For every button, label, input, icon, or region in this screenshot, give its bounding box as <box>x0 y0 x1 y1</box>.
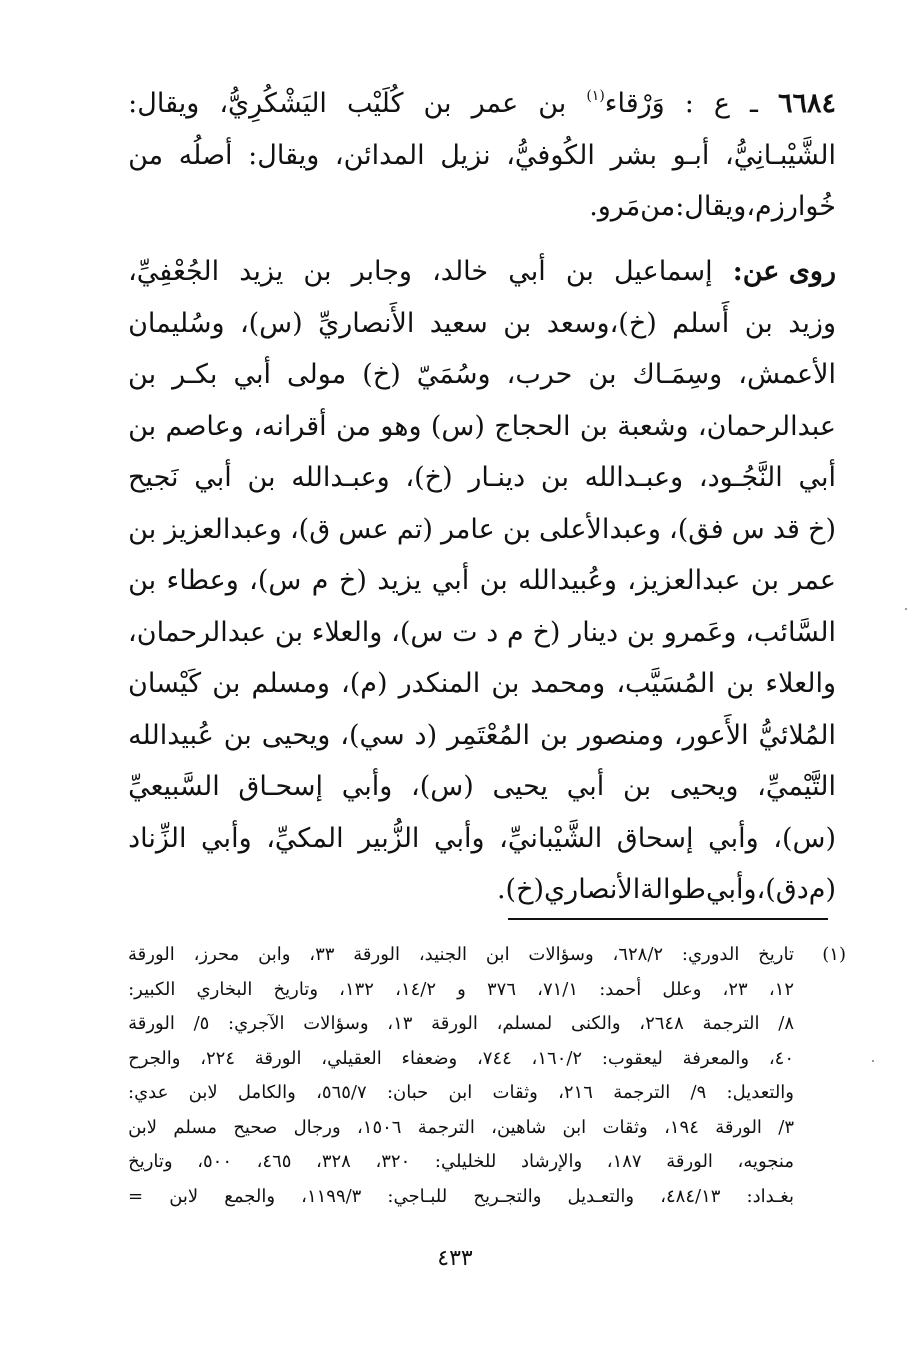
word: للبـاجي: <box>387 1185 448 1207</box>
word: (م)، <box>341 668 388 699</box>
word: وابن <box>258 944 291 965</box>
word: ٥/ <box>193 1013 210 1034</box>
word: بن <box>128 410 157 442</box>
word: الورقة <box>254 1047 302 1069</box>
narration-line <box>128 349 836 401</box>
page-number: ٤٣٣ <box>437 1246 473 1271</box>
word: د <box>796 874 809 905</box>
footnote-separator <box>508 918 828 920</box>
footnote-line <box>128 1180 846 1215</box>
word: وعبدالأعلى <box>538 513 661 545</box>
word: عبدالعزيز، <box>627 565 741 596</box>
word: عبدالرحمان، <box>128 616 267 648</box>
word: بن <box>128 359 157 390</box>
word: وسؤالات <box>528 944 594 965</box>
word: المُعْتَمِر <box>447 719 531 751</box>
word: ٧٤٤، <box>476 1047 512 1069</box>
footnote-line <box>128 973 846 1008</box>
word: ورجال <box>293 1116 341 1138</box>
word: الزِّناد <box>128 822 187 854</box>
word: الأَنصاريِّ <box>318 307 415 339</box>
word: ١٥٠٦، <box>356 1116 402 1138</box>
word: (م <box>808 874 836 905</box>
word: ق)، <box>756 874 797 905</box>
word: صحيح <box>233 1116 278 1138</box>
word: المنكدر <box>398 668 481 699</box>
word: والجرح <box>128 1047 181 1069</box>
word: الشَّيْبانيِّ، <box>499 822 603 854</box>
word: البخاري <box>196 978 253 1000</box>
word: النَّجُـود، <box>698 462 783 493</box>
word: أبي <box>566 771 605 802</box>
narration-line <box>128 710 836 762</box>
narration-line <box>128 401 836 453</box>
word: وعطاء <box>166 565 239 596</box>
word: ٣٧٦ <box>487 978 517 1000</box>
speck <box>905 608 907 610</box>
entry-line-3 <box>128 181 836 233</box>
footnote-line <box>128 1007 846 1042</box>
word: أصلُه <box>178 139 233 171</box>
word: إسحاق <box>616 822 694 854</box>
word: = <box>128 1185 144 1207</box>
word: بن <box>223 719 252 751</box>
word: من <box>128 139 164 171</box>
narration-line <box>128 555 836 607</box>
word: س <box>731 513 765 545</box>
word: وثقات <box>492 1082 538 1103</box>
word: والتعـديل <box>567 1185 635 1207</box>
word: بشر <box>610 139 657 171</box>
narration-line <box>128 864 836 916</box>
speck <box>872 1060 874 1062</box>
word: والعلاء <box>765 668 836 699</box>
word: وسُليمان <box>128 307 225 339</box>
word: مَرو. <box>589 191 641 222</box>
word: بن <box>726 668 755 699</box>
word: لابن <box>169 1185 199 1207</box>
word: وأبي <box>201 822 252 854</box>
word: عبدالرحمان، <box>697 410 836 442</box>
word: ٩/ <box>690 1082 707 1103</box>
word: وعُبيدالله <box>518 565 617 596</box>
word: وسؤالات <box>303 1013 369 1034</box>
word: وأبي <box>705 874 757 905</box>
word: ٤٠، <box>768 1047 794 1069</box>
word: ٥٠٠، <box>197 1151 233 1172</box>
word: ٣٢٠، <box>375 1151 411 1172</box>
word: ١٢، <box>768 978 794 1000</box>
word: (خ) <box>362 359 401 390</box>
footnote-line <box>128 1111 846 1146</box>
word: الأَعور، <box>673 719 749 751</box>
word: والإرشاد <box>520 1151 583 1172</box>
word: وسِمَـاك <box>632 359 723 390</box>
word: بن <box>274 616 303 648</box>
word: ١٣٢، <box>339 978 374 1000</box>
word: الآجري: <box>228 1013 285 1034</box>
word: (خ <box>338 565 367 596</box>
word: (س)، <box>239 307 303 339</box>
footnote-line <box>128 938 846 973</box>
word: (س)، <box>773 822 836 854</box>
word: يحيى <box>492 771 549 802</box>
word: الترجمة <box>702 1013 760 1034</box>
word: لابن <box>128 1116 158 1138</box>
word: محرز، <box>193 944 240 965</box>
word: وهو <box>380 410 422 442</box>
word: ومحمد <box>530 668 606 699</box>
word: ٤٦٥، <box>256 1151 292 1172</box>
word: ابن <box>448 1082 473 1103</box>
word: ٦٢٨/٢، <box>612 944 664 965</box>
word: للخليلي: <box>434 1151 497 1172</box>
word: ١١٩٩/٣، <box>301 1185 362 1207</box>
word: ٣٢٨، <box>316 1151 351 1172</box>
word: بن <box>247 462 276 493</box>
narration-line <box>128 813 836 865</box>
word: لمسلم، <box>496 1013 553 1034</box>
word: مولى <box>287 359 347 390</box>
word: عامر <box>441 513 495 545</box>
word: وتاريخ <box>128 1151 173 1172</box>
footnote-line <box>128 1145 846 1180</box>
word: ق)، <box>289 513 331 545</box>
word: تاريخ <box>758 944 794 965</box>
word: أَسلم <box>672 307 730 339</box>
word: ٣/ <box>778 1116 794 1138</box>
word: (تم <box>396 513 433 545</box>
word: من <box>335 410 371 442</box>
word: (خ). <box>496 874 545 905</box>
word: ٢١٦، <box>558 1082 593 1103</box>
word: م <box>311 565 329 596</box>
word: ١٦٠/٢، <box>531 1047 583 1069</box>
word: أقرانه، <box>253 410 327 442</box>
word: (خ)،وسعد <box>546 307 657 339</box>
word: الأعمش، <box>738 359 836 390</box>
word: والكامل <box>237 1082 296 1103</box>
word: ويقال: <box>248 139 320 171</box>
word: (خ <box>808 513 836 545</box>
word: حرب، <box>506 359 573 390</box>
word: بن <box>128 513 157 545</box>
word: ويحيى <box>261 719 331 751</box>
word: من <box>640 191 676 222</box>
word: الكُوفيُّ، <box>506 139 595 171</box>
word: والمعرفة <box>682 1047 750 1069</box>
word: فق)، <box>669 513 724 545</box>
word: عُبيدالله <box>128 719 214 751</box>
word: الورقة <box>128 944 175 965</box>
word: ١٤/٢، <box>395 978 437 1000</box>
word: بن <box>588 359 617 390</box>
word: والعلاء <box>311 616 383 648</box>
word: بن <box>540 462 569 493</box>
narration-line <box>128 504 836 556</box>
word: المُلائيُّ <box>758 719 836 751</box>
word: والكنى <box>571 1013 621 1034</box>
word: بن <box>623 771 652 802</box>
word: (خ <box>532 616 561 648</box>
word: وضعفاء <box>401 1047 458 1069</box>
word: نَجيح <box>128 462 179 493</box>
word: التَّيْميِّ، <box>757 771 836 802</box>
word: نزيل <box>440 139 491 171</box>
word: والتعديل: <box>726 1082 794 1103</box>
word: أبي <box>194 462 232 493</box>
word: ١٩٤، <box>664 1116 699 1138</box>
word: وأبي <box>434 822 485 854</box>
word: ابن <box>562 1116 587 1138</box>
word: المدائن، <box>334 139 425 171</box>
word: وتاريخ <box>273 978 319 1000</box>
narration-line <box>128 452 836 504</box>
narration-line-1: روى عن: إسماعيل بن أبي خالد، وجابر بن يزيد الجُعْفِيِّ، <box>128 246 836 298</box>
word: أبي <box>798 462 836 493</box>
word: بن <box>503 307 532 339</box>
word: عس <box>338 513 389 545</box>
word: الورقة <box>715 1116 762 1138</box>
word: س)، <box>249 565 302 596</box>
word: الكبير: <box>128 978 176 1000</box>
word: والتجـريح <box>473 1185 542 1207</box>
word: (س) <box>430 410 485 442</box>
word: خُوارزم، <box>746 191 836 222</box>
word: ومنصور <box>577 719 664 751</box>
word: (د <box>414 719 438 751</box>
word: الدوري: <box>681 944 740 965</box>
word: بن <box>128 565 157 596</box>
entry-block <box>128 78 836 233</box>
word: السَّبيعيِّ <box>128 771 220 802</box>
word: ٤٨٤/١٣، <box>660 1185 721 1207</box>
word: ٢٢٤، <box>200 1047 236 1069</box>
word: الورقة <box>128 1013 175 1034</box>
word: وعبدالعزيز <box>164 513 282 545</box>
word: ٢٦٤٨، <box>639 1013 684 1034</box>
word: الترجمة <box>417 1116 475 1138</box>
word: ويقال: <box>675 191 747 222</box>
word: د <box>486 616 499 648</box>
word: السَّائب، <box>745 616 836 648</box>
word: الورقة <box>353 944 400 965</box>
word: س)، <box>391 616 444 648</box>
word: كَيْسان <box>128 668 202 699</box>
word: ت <box>452 616 478 648</box>
word: مسلم <box>173 1116 217 1138</box>
word: الترجمة <box>613 1082 671 1103</box>
word: الزُّبير <box>358 822 420 854</box>
footnote-line <box>128 1076 846 1111</box>
word: طوالة <box>640 874 706 905</box>
word: دينار <box>569 616 619 648</box>
footnote-block <box>128 938 846 1214</box>
word: أبي <box>233 359 271 390</box>
entry-number: ٦٦٨٤ <box>777 88 836 119</box>
word: بن <box>626 616 655 648</box>
word: (خ)، <box>405 462 453 493</box>
word: عمر <box>789 565 836 596</box>
word: حبان: <box>386 1082 429 1103</box>
word: الحجاج <box>494 410 571 442</box>
word: الشَّيْبـانِيُّ، <box>725 139 836 171</box>
footnote-reference: (١) <box>586 88 605 104</box>
word: إسحـاق <box>238 771 324 802</box>
word: قد <box>772 513 800 545</box>
word: عدي: <box>128 1082 169 1103</box>
word: بن <box>491 668 520 699</box>
word: و <box>457 978 466 1000</box>
word: المكيِّ، <box>266 822 344 854</box>
word: منجويه، <box>737 1151 794 1172</box>
word: دينـار <box>468 462 526 493</box>
word: بن <box>539 719 569 751</box>
word: المُسَيَّب، <box>616 668 716 699</box>
word: ٥٦٥/٧، <box>316 1082 367 1103</box>
word: ومسلم <box>251 668 330 699</box>
word: ١٣، <box>387 1013 413 1034</box>
word: يزيد <box>377 565 422 596</box>
word: ابن <box>485 944 510 965</box>
word: وأبي <box>341 771 393 802</box>
word: بن <box>502 513 531 545</box>
word: بن <box>479 565 508 596</box>
word: الجنيد، <box>418 944 468 965</box>
word: لابن <box>188 1082 218 1103</box>
narration-line <box>128 607 836 659</box>
narration-line <box>128 761 836 813</box>
word: وعبـدالله <box>584 462 684 493</box>
word: ٣٣، <box>309 944 335 965</box>
narration-heading: روى عن: <box>732 256 836 287</box>
word: وسُمَيّ <box>416 359 491 390</box>
word: ٢٣، <box>722 978 748 1000</box>
footnote-marker: (١) <box>822 944 846 965</box>
word: وزيد <box>788 307 836 339</box>
word: وعاصم <box>165 410 244 442</box>
word: الورقة <box>666 1151 713 1172</box>
word: الأنصاري <box>544 874 641 905</box>
word: العقيلي، <box>321 1047 382 1069</box>
word: وعلل <box>662 978 702 1000</box>
narration-line <box>128 298 836 350</box>
word: م <box>507 616 524 648</box>
word: بغـداد: <box>746 1185 794 1207</box>
word: (س)، <box>411 771 474 802</box>
word: أبي <box>431 565 470 596</box>
word: بن <box>750 565 779 596</box>
word: شاهين، <box>491 1116 547 1138</box>
word: وثقات <box>602 1116 648 1138</box>
word: وشعبة <box>617 410 689 442</box>
word: ٨/ <box>778 1013 794 1034</box>
word: بن <box>744 307 773 339</box>
narration-line <box>128 658 836 710</box>
word: وعَمرو <box>663 616 737 648</box>
narrator-name: وَرْقاء(١) <box>586 78 664 130</box>
word: أبـو <box>672 139 710 171</box>
word: ١٨٧، <box>606 1151 642 1172</box>
narration-block <box>128 246 836 916</box>
word: ويحيى <box>669 771 739 802</box>
word: وعبـدالله <box>291 462 390 493</box>
word: الورقة <box>431 1013 478 1034</box>
word: سي)، <box>340 719 405 751</box>
word: بن <box>579 410 608 442</box>
word: ليعقوب: <box>601 1047 663 1069</box>
footnote-line <box>128 1042 846 1077</box>
word: ٧١/١، <box>537 978 579 1000</box>
word: والجمع <box>224 1185 276 1207</box>
word: بن <box>212 668 241 699</box>
entry-line-2 <box>128 130 836 182</box>
entry-line-1: ٦٦٨٤ ـ ع : وَرْقاء(١) بن عمر بن كُلَيْب اليَشْكُرِيُّ، ويقال: <box>128 78 836 130</box>
word: بكـر <box>172 359 218 390</box>
word: وأبي <box>708 822 759 854</box>
word: أحمد: <box>599 978 642 1000</box>
word: سعيد <box>429 307 488 339</box>
